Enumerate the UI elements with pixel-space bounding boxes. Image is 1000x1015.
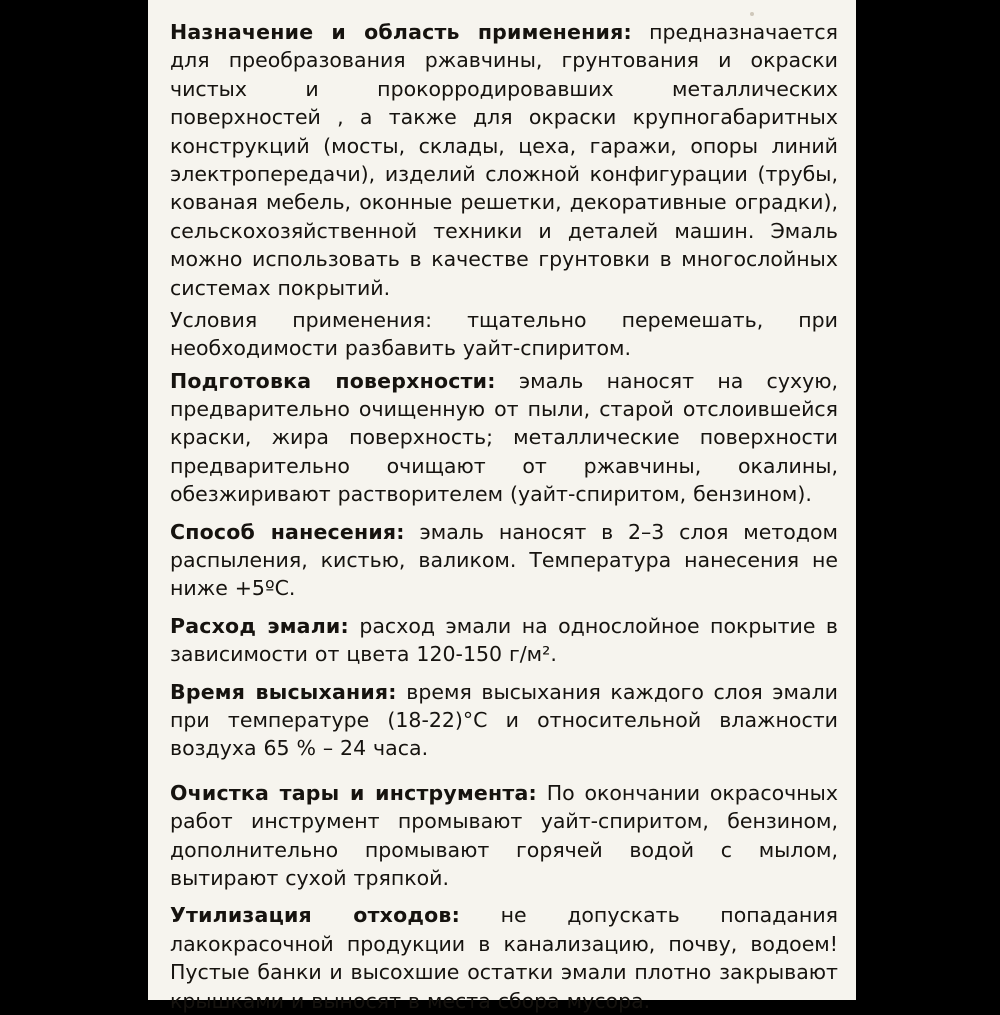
section-waste-disposal-heading: Утилизация отходов: — [170, 903, 460, 928]
section-waste-disposal — [170, 901, 838, 1015]
section-surface-prep — [170, 367, 838, 509]
section-drying-time — [170, 678, 838, 763]
section-drying-time-heading: Время высыхания: — [170, 679, 397, 704]
section-consumption-heading: Расход эмали: — [170, 613, 349, 638]
section-purpose — [170, 18, 838, 302]
section-application-method — [170, 518, 838, 603]
paper-speck-icon — [750, 12, 754, 16]
section-cleaning-body: По окончании окрасочных работ инструмент промывают уайт-спиритом, бензином, дополнительно промывают горячей водой с мылом, вытирают сухой тряпкой. — [170, 780, 838, 890]
section-conditions-body: тщательно перемешать, при необходимости разбавить уайт-спиритом. — [170, 307, 839, 361]
section-cleaning-heading: Очистка тары и инструмента: — [170, 780, 537, 805]
section-cleaning — [170, 779, 838, 893]
section-consumption-body: расход эмали на однослойное покрытие в зависимости от цвета 120-150 г/м². — [170, 613, 838, 667]
section-application-method-heading: Способ нанесения: — [170, 519, 405, 544]
section-surface-prep-body: эмаль наносят на сухую, предварительно очищенную от пыли, старой отслоившейся краски, жира поверхность; металлические поверхности предварительно очищают от ржавчины, окалины, обезжиривают растворителем (уайт-спиритом, бензином). — [170, 368, 838, 507]
section-drying-time-body: время высыхания каждого слоя эмали при температуре (18-22)°С и относительной влажности воздуха 65 % – 24 часа. — [170, 679, 839, 761]
section-consumption — [170, 612, 838, 669]
section-surface-prep-heading: Подготовка поверхности: — [170, 368, 496, 393]
section-waste-disposal-body: не допускать попадания лакокрасочной продукции в канализацию, почву, водоем! Пустые банки и высохшие остатки эмали плотно закрывают крышками и выносят в места сбора мусора. — [170, 903, 838, 1013]
label-text-column — [170, 18, 839, 1013]
section-conditions-heading: Условия применения: — [170, 307, 433, 332]
section-purpose-heading: Назначение и область применения: — [170, 20, 632, 44]
section-application-method-body: эмаль наносят в 2–3 слоя методом распыления, кистью, валиком. Температура нанесения не ниже +5ºС. — [170, 519, 838, 601]
label-sheet — [148, 0, 856, 1013]
section-conditions — [170, 306, 838, 363]
section-purpose-body: предназначается для преобразования ржавчины, грунтования и окраски чистых и прокорродировавших металлических поверхностей , а также для окраски крупногабаритных конструкций (мосты, склады, цеха, гаражи, опоры линий электропередачи), изделий сложной конфигурации (трубы, кованая мебель, оконные решетки, декоративные оградки), сельскохозяйственной техники и деталей машин. Эмаль можно использовать в качестве грунтовки в многослойных системах покрытий. — [170, 20, 838, 300]
